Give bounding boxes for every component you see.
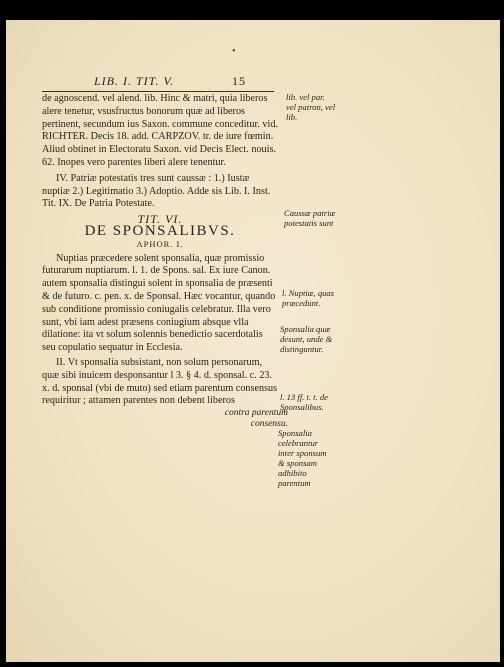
paragraph: IV. Patriæ potestatis tres sunt caussæ : 1.) Iustæ nuptiæ 2.) Legitimatio 3.) Adoptio. Adde sis Lib. I. Inst. Tit. IX. De Patria Potestate. xyxy=(42,172,271,210)
paragraph: II. Vt sponsalia subsistant, non solum personarum, quæ sibi inuicem desponsantur l 3. § 4. d. sponsal. c. 23. x. d. sponsal (vbi de muto) sed etiam parentum consensus requiritur ; attamen parentes non debent liberos xyxy=(42,356,278,407)
page-mark: • xyxy=(232,46,236,57)
header-rule xyxy=(42,91,274,92)
margin-note: l. 13 ff. t. t. de Sponsalibus. xyxy=(280,392,328,412)
closing-line-1: contra parentum xyxy=(224,408,288,419)
header-title: LIB. I. TIT. V. xyxy=(94,74,175,88)
closing-line xyxy=(42,408,288,430)
margin-note: l. Nuptiæ, quas præcedunt. xyxy=(282,288,335,308)
margin-note: Sponsalia celebrantur inter sponsum & sponsam adhibito parentum xyxy=(278,428,327,488)
section-title: TIT. VI. xyxy=(137,212,183,227)
aphorism-label: APHOR. I. xyxy=(136,238,184,249)
closing-line-2: consensu. xyxy=(250,419,288,430)
page-number: 15 xyxy=(232,74,246,88)
running-header xyxy=(94,74,244,89)
margin-note: Caussæ patriæ potestatis sunt xyxy=(284,208,336,228)
book-page xyxy=(6,20,500,662)
main-text xyxy=(42,93,288,430)
paragraph: Nuptias præcedere solent sponsalia, quæ promissio futurarum nuptiarum. l. 1. de Spons. sal. Ex iure Canon. autem sponsalia distingui solent in sponsalia de præsenti & de futuro. c. pen. x. de Sponsal. Hæc vocantur, quando sub conditione promissio coniugalis celebratur. Illa vero sunt, vbi iam adest præsens coniugium absque vlla dilatione: ita vt solum solennis benedictio sacerdotalis seu copulatio sequatur in Ecclesia. xyxy=(42,252,276,354)
margin-note: Sponsalia quæ desunt, unde & distinguntur. xyxy=(280,324,333,354)
paragraph: de agnoscend. vel alend. lib. Hinc & matri, quia liberos alere tenetur, vsusfructus bonorum quæ ad liberos pertinent, secundum ius Saxon. commune conceditur. vid. RICHTER. Decis 18. add. CARPZOV. tr. de iure fœmin. Aliud obtinet in Electoratu Saxon. vid Decis Elect. nouis. 62. Inopes vero parentes liberi alere tenentur. xyxy=(42,93,278,168)
section-heading: DE SPONSALIBVS. xyxy=(84,222,236,239)
margin-note: lib. vel par. vel patron, vel lib. xyxy=(286,92,336,122)
